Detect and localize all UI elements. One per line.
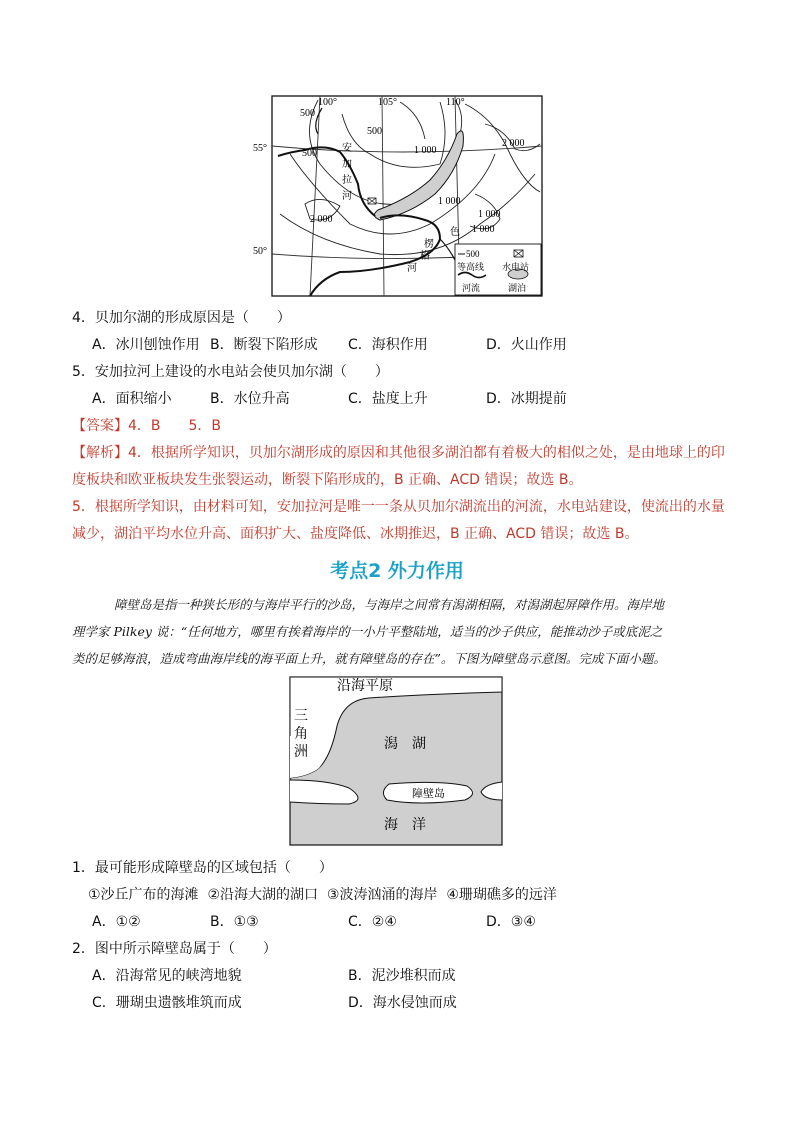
analysis-line-4: 减少，湖泊平均水位升高、面积扩大、盐度降低、冰期推迟，B 正确、ACD 错误；故选 B。 — [72, 526, 639, 542]
label-delta: 角 — [294, 727, 308, 742]
lon-label-105: 105° — [378, 97, 397, 108]
legend-river: 河流 — [462, 283, 481, 293]
analysis-line-2: 度板块和欧亚板块发生张裂运动，断裂下陷形成的，B 正确、ACD 错误；故选 B。 — [72, 472, 583, 488]
contour-label: 1 000 — [414, 145, 437, 156]
q5-option-b: B．水位升高 — [210, 391, 290, 407]
passage-line-3: 类的足够海浪，造成弯曲海岸线的海平面上升，就有障壁岛的存在”。下图为障壁岛示意图。完成下面小题。 — [72, 651, 666, 666]
q1-option-c: C．②④ — [348, 914, 397, 930]
analysis-label: 【解析】 — [72, 445, 128, 461]
contour-label: 1 000 — [438, 196, 461, 207]
contour-label: 500 — [300, 108, 315, 119]
baikal-map — [250, 94, 550, 300]
q4-option-c: C．海积作用 — [348, 337, 428, 353]
contour-label: 2 000 — [502, 138, 525, 149]
q2-option-a: A．沿海常见的峡湾地貌 — [92, 968, 242, 984]
q4-stem: 4．贝加尔湖的形成原因是（ ） — [72, 310, 291, 326]
q5-option-a: A．面积缩小 — [92, 391, 172, 407]
legend-contour: 等高线 — [457, 262, 485, 272]
river-label-selenga: 河 — [407, 263, 417, 274]
lat-label-50: 50° — [253, 246, 267, 257]
label-lagoon: 潟 湖 — [384, 737, 426, 752]
legend-station: 水电站 — [502, 262, 530, 272]
answer-line — [72, 416, 221, 436]
q1-stem: 1．最可能形成障壁岛的区域包括（ ） — [72, 860, 333, 876]
analysis-line-3: 5．根据所学知识，由材料可知，安加拉河是唯一一条从贝加尔湖流出的河流，水电站建设，使流出的水量 — [72, 499, 725, 515]
q5-stem: 5．安加拉河上建设的水电站会使贝加尔湖（ ） — [72, 364, 389, 380]
contour-label: 2 000 — [310, 214, 333, 225]
lon-label-100: 100° — [318, 97, 337, 108]
answer-text: 4．B 5．B — [128, 418, 222, 434]
contour-label: 1 000 — [472, 224, 495, 235]
label-island: 障壁岛 — [412, 788, 445, 800]
analysis-line-1 — [72, 443, 725, 463]
label-delta: 三 — [294, 709, 308, 724]
lat-label-55: 55° — [253, 143, 267, 154]
passage-line-1: 障壁岛是指一种狭长形的与海岸平行的沙岛，与海岸之间常有潟湖相隔，对潟湖起屏障作用。海岸地 — [114, 597, 665, 612]
contour-label: 500 — [367, 126, 382, 137]
q1-options-list: ①沙丘广布的海滩 ②沿海大湖的湖口 ③波涛汹涌的海岸 ④珊瑚礁多的远洋 — [88, 887, 557, 903]
river-label-angara: 加 — [342, 159, 352, 170]
legend-lake: 湖泊 — [508, 283, 527, 293]
q1-option-a: A．①② — [92, 914, 141, 930]
barrier-island-diagram — [289, 676, 503, 846]
q4-option-b: B．断裂下陷形成 — [210, 337, 318, 353]
lon-label-110: 110° — [446, 97, 465, 108]
q1-option-d: D．③④ — [486, 914, 536, 930]
river-label-angara: 安 — [342, 143, 352, 154]
q2-stem: 2．图中所示障壁岛属于（ ） — [72, 941, 277, 957]
q2-option-c: C．珊瑚虫遗骸堆筑而成 — [92, 995, 242, 1011]
river-label-angara: 河 — [342, 191, 352, 202]
river-label-selenga: 楞 — [424, 239, 434, 250]
q5-option-c: C．盐度上升 — [348, 391, 428, 407]
legend-contour-value: 500 — [466, 249, 480, 259]
q1-option-b: B．①③ — [210, 914, 259, 930]
section-title: 考点2 外力作用 — [330, 560, 464, 582]
passage-line-2: 理学家 Pilkey 说：“任何地方，哪里有挨着海岸的一小片平整陆地，适当的沙子供应，能推动沙子或底泥之 — [72, 624, 663, 639]
q4-option-a: A．冰川刨蚀作用 — [92, 337, 200, 353]
answer-label: 【答案】 — [72, 418, 128, 434]
q5-option-d: D．冰期提前 — [486, 391, 567, 407]
label-plain: 沿海平原 — [337, 679, 393, 694]
river-label-selenga: 格 — [420, 251, 430, 262]
contour-label: 500 — [302, 148, 317, 159]
q2-option-b: B．泥沙堆积而成 — [348, 968, 456, 984]
contour-label: 1 000 — [478, 209, 501, 220]
analysis-text-1: 4．根据所学知识，贝加尔湖形成的原因和其他很多湖泊都有着极大的相似之处，是由地球上的印 — [128, 445, 725, 461]
river-label-selenga: 色 — [450, 227, 460, 238]
q4-option-d: D．火山作用 — [486, 337, 567, 353]
label-delta: 洲 — [294, 745, 308, 760]
q2-option-d: D．海水侵蚀而成 — [348, 995, 457, 1011]
river-label-angara: 拉 — [342, 175, 352, 186]
label-ocean: 海 洋 — [384, 818, 426, 833]
